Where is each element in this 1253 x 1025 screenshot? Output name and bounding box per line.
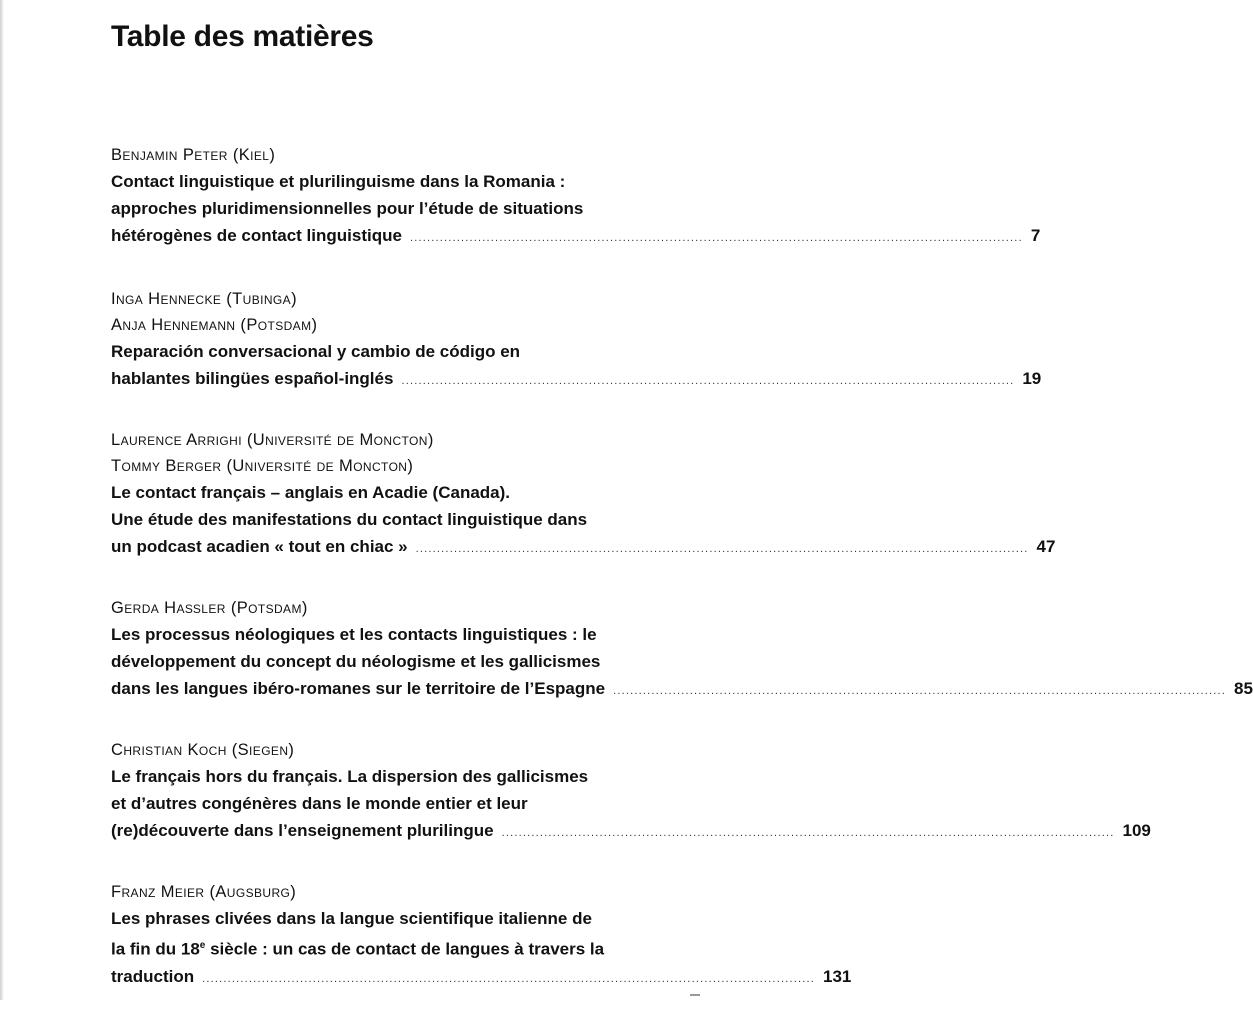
toc-entry xyxy=(111,595,1253,705)
entry-title-line[interactable]: approches pluridimensionnelles pour l’étude de situations xyxy=(111,199,584,218)
entry-title-line[interactable]: Contact linguistique et plurilinguisme dans la Romania : xyxy=(111,172,566,191)
entry-author: Tommy Berger (Université de Moncton) xyxy=(111,457,414,475)
entry-title-last[interactable]: un podcast acadien « tout en chiac » xyxy=(111,537,408,556)
entry-last-line[interactable] xyxy=(111,533,1056,563)
entry-title-line[interactable]: Les phrases clivées dans la langue scientifique italienne de xyxy=(111,909,592,928)
dot-leader: ................................................................................................................................................ xyxy=(501,827,1115,839)
title-text-after: siècle : un cas de contact de langues à travers la xyxy=(205,939,605,959)
entry-author: Benjamin Peter (Kiel) xyxy=(111,146,276,164)
entry-author: Inga Hennecke (Tubinga) xyxy=(111,290,297,308)
entry-author: Anja Hennemann (Potsdam) xyxy=(111,316,318,334)
ordinal-superscript: e xyxy=(199,940,206,951)
entry-title-line[interactable]: Reparación conversacional y cambio de código en xyxy=(111,342,521,361)
entry-page-number[interactable]: 7 xyxy=(1030,226,1041,245)
entry-page-number[interactable]: 131 xyxy=(823,966,852,986)
entry-author: Laurence Arrighi (Université de Moncton) xyxy=(111,431,434,449)
entry-page-number[interactable]: 85 xyxy=(1234,679,1253,698)
entry-page-number[interactable]: 47 xyxy=(1036,537,1056,556)
entry-page-number[interactable]: 109 xyxy=(1122,821,1151,840)
table-of-contents xyxy=(111,142,1253,1025)
dot-leader: ................................................................................................................................................ xyxy=(613,685,1226,697)
entry-author: Franz Meier (Augsburg) xyxy=(111,883,297,901)
dot-leader: ................................................................................................................................................ xyxy=(401,375,1015,387)
toc-entry xyxy=(111,286,1042,395)
entry-last-line[interactable] xyxy=(111,365,1042,395)
entry-title-last[interactable]: hétérogènes de contact linguistique xyxy=(111,226,402,245)
entry-title-last[interactable]: dans les langues ibéro-romanes sur le territoire de l’Espagne xyxy=(111,679,606,698)
entry-title-line[interactable]: Le français hors du français. La dispersion des gallicismes xyxy=(111,767,589,786)
entry-title-last[interactable]: traduction xyxy=(111,966,195,986)
toc-entry xyxy=(111,427,1056,563)
dot-leader: ................................................................................................................................................ xyxy=(415,543,1029,555)
entry-title-line[interactable]: et d’autres congénères dans le monde entier et leur xyxy=(111,794,528,813)
entry-last-line[interactable] xyxy=(111,222,1041,252)
entry-last-line[interactable] xyxy=(111,675,1253,705)
entry-last-line[interactable] xyxy=(111,817,1151,847)
entry-title-line-sup[interactable] xyxy=(111,932,701,963)
entry-author: Gerda Haßler (Potsdam) xyxy=(111,599,308,617)
entry-title-last[interactable]: (re)découverte dans l’enseignement plurilingue xyxy=(111,821,494,840)
entry-title-line[interactable]: développement du concept du néologisme et les gallicismes xyxy=(111,652,601,671)
toc-entry xyxy=(111,142,1041,252)
toc-entry xyxy=(111,737,1151,847)
page-edge-shadow xyxy=(0,0,4,1000)
page-corner-mark xyxy=(690,994,700,996)
title-text-before: la fin du 18 xyxy=(111,939,200,959)
page-title: Table des matières xyxy=(111,20,374,53)
entry-title-last[interactable]: hablantes bilingües español-inglés xyxy=(111,369,394,388)
dot-leader: ................................................................................................................................................ xyxy=(409,232,1023,244)
entry-author: Christian Koch (Siegen) xyxy=(111,741,295,759)
entry-title-line[interactable]: Le contact français – anglais en Acadie (Canada). xyxy=(111,483,511,502)
toc-entry xyxy=(111,879,852,993)
dot-leader: ................................................................................................................................................ xyxy=(202,972,815,985)
entry-title-line[interactable]: Les processus néologiques et les contacts linguistiques : le xyxy=(111,625,597,644)
entry-last-line[interactable] xyxy=(111,963,852,993)
entry-title-line[interactable]: Une étude des manifestations du contact linguistique dans xyxy=(111,510,588,529)
entry-page-number[interactable]: 19 xyxy=(1022,369,1042,388)
